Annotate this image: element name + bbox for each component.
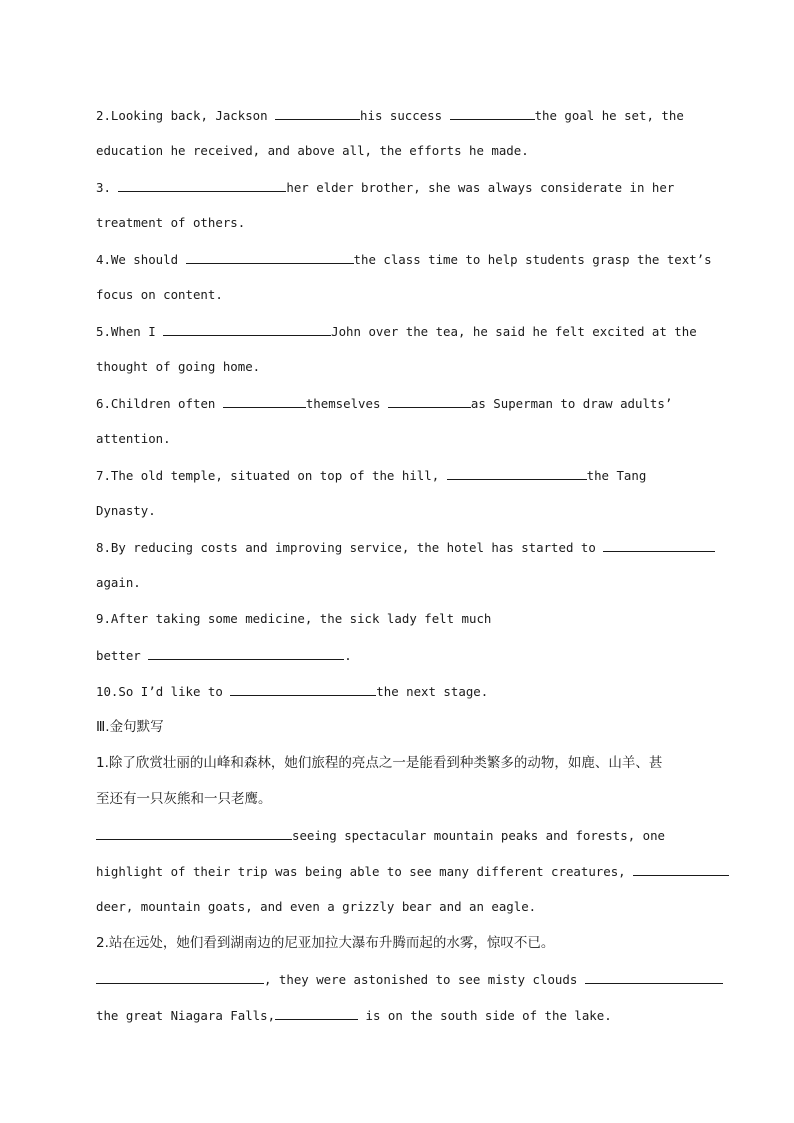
answer-blank[interactable] (275, 105, 360, 120)
answer-blank[interactable] (388, 393, 471, 408)
item-text: The old temple, situated on top of the hill, (110, 468, 447, 483)
item-text: as Superman to draw adults’ (470, 396, 673, 411)
q1-english-line-3: deer, mountain goats, and even a grizzly bear and an eagle. (96, 899, 537, 914)
item-text: themselves (305, 396, 388, 411)
q1-english-line-2 (96, 861, 729, 881)
item-number: 6. (96, 396, 111, 411)
item-text: We should (110, 252, 186, 267)
item-6-line-2: attention. (96, 431, 171, 446)
item-number: 1. (96, 755, 109, 771)
item-text: is on the south side of the lake. (358, 1008, 612, 1023)
item-number: 9. (96, 611, 111, 626)
answer-blank[interactable] (96, 969, 264, 984)
item-text: Looking back, Jackson (110, 108, 276, 123)
item-3-line-2: treatment of others. (96, 215, 246, 230)
item-4-line-1 (96, 249, 712, 269)
answer-blank[interactable] (148, 645, 344, 660)
item-10-line-1 (96, 681, 488, 701)
item-text: the goal he set, the (534, 108, 684, 123)
q2-chinese-line-1 (96, 933, 554, 953)
item-7-line-2: Dynasty. (96, 503, 156, 518)
q1-chinese-line-1 (96, 753, 662, 773)
answer-blank[interactable] (118, 177, 286, 192)
q2-english-line-2 (96, 1005, 612, 1025)
item-text (111, 180, 118, 195)
answer-blank[interactable] (585, 969, 723, 984)
answer-blank[interactable] (450, 105, 535, 120)
item-text: highlight of their trip was being able to see many different creatures, (96, 864, 634, 879)
item-number: 8. (96, 540, 111, 555)
item-2-line-2: education he received, and above all, the efforts he made. (96, 143, 529, 158)
item-text: Children often (110, 396, 223, 411)
item-text: her elder brother, she was always considerate in her (286, 180, 675, 195)
answer-blank[interactable] (223, 393, 306, 408)
item-text: seeing spectacular mountain peaks and forests, one (292, 828, 665, 843)
item-text: better (96, 648, 149, 663)
answer-blank[interactable] (633, 861, 729, 876)
q1-chinese-line-2: 至还有一只灰熊和一只老鹰。 (96, 791, 272, 807)
item-text: When I (110, 324, 164, 339)
q2-english-line-1 (96, 969, 723, 989)
item-number: 5. (96, 324, 111, 339)
item-number: 3. (96, 180, 111, 195)
chinese-prompt: 除了欣赏壮丽的山峰和森林，她们旅程的亮点之一是能看到种类繁多的动物，如鹿、山羊、甚 (108, 755, 663, 771)
answer-blank[interactable] (603, 537, 715, 552)
item-9-line-2 (96, 645, 352, 665)
section-heading: Ⅲ.金句默写 (96, 719, 164, 735)
item-4-line-2: focus on content. (96, 287, 223, 302)
item-text: the Tang (586, 468, 647, 483)
item-number: 7. (96, 468, 111, 483)
item-text: , they were astonished to see misty clouds (264, 972, 585, 987)
answer-blank[interactable] (96, 825, 292, 840)
answer-blank[interactable] (275, 1005, 358, 1020)
item-number: 2. (96, 935, 109, 951)
item-5-line-1 (96, 321, 697, 341)
item-text: By reducing costs and improving service, the hotel has started to (110, 540, 604, 555)
item-3-line-1 (96, 177, 674, 197)
answer-blank[interactable] (163, 321, 331, 336)
chinese-prompt: 站在远处，她们看到湖南边的尼亚加拉大瀑布升腾而起的水雾，惊叹不已。 (108, 935, 555, 951)
item-text: his success (360, 108, 450, 123)
item-7-line-1 (96, 465, 646, 485)
item-text: So I’d like to (118, 684, 231, 699)
item-text: John over the tea, he said he felt excited at the (331, 324, 697, 339)
item-text: the great Niagara Falls, (96, 1008, 276, 1023)
answer-blank[interactable] (186, 249, 354, 264)
item-5-line-2: thought of going home. (96, 359, 261, 374)
answer-blank[interactable] (447, 465, 587, 480)
item-9-line-1 (96, 609, 491, 629)
item-number: 4. (96, 252, 111, 267)
item-text: . (344, 648, 352, 663)
item-text: the next stage. (376, 684, 489, 699)
item-number: 2. (96, 108, 111, 123)
item-6-line-1 (96, 393, 672, 413)
item-text: the class time to help students grasp the text’s (353, 252, 712, 267)
item-8-line-1 (96, 537, 715, 557)
item-8-line-2: again. (96, 575, 141, 590)
item-2-line-1 (96, 105, 684, 125)
item-number: 10. (96, 684, 119, 699)
answer-blank[interactable] (230, 681, 376, 696)
item-text: After taking some medicine, the sick lady felt much (110, 611, 492, 626)
q1-english-line-1 (96, 825, 665, 845)
